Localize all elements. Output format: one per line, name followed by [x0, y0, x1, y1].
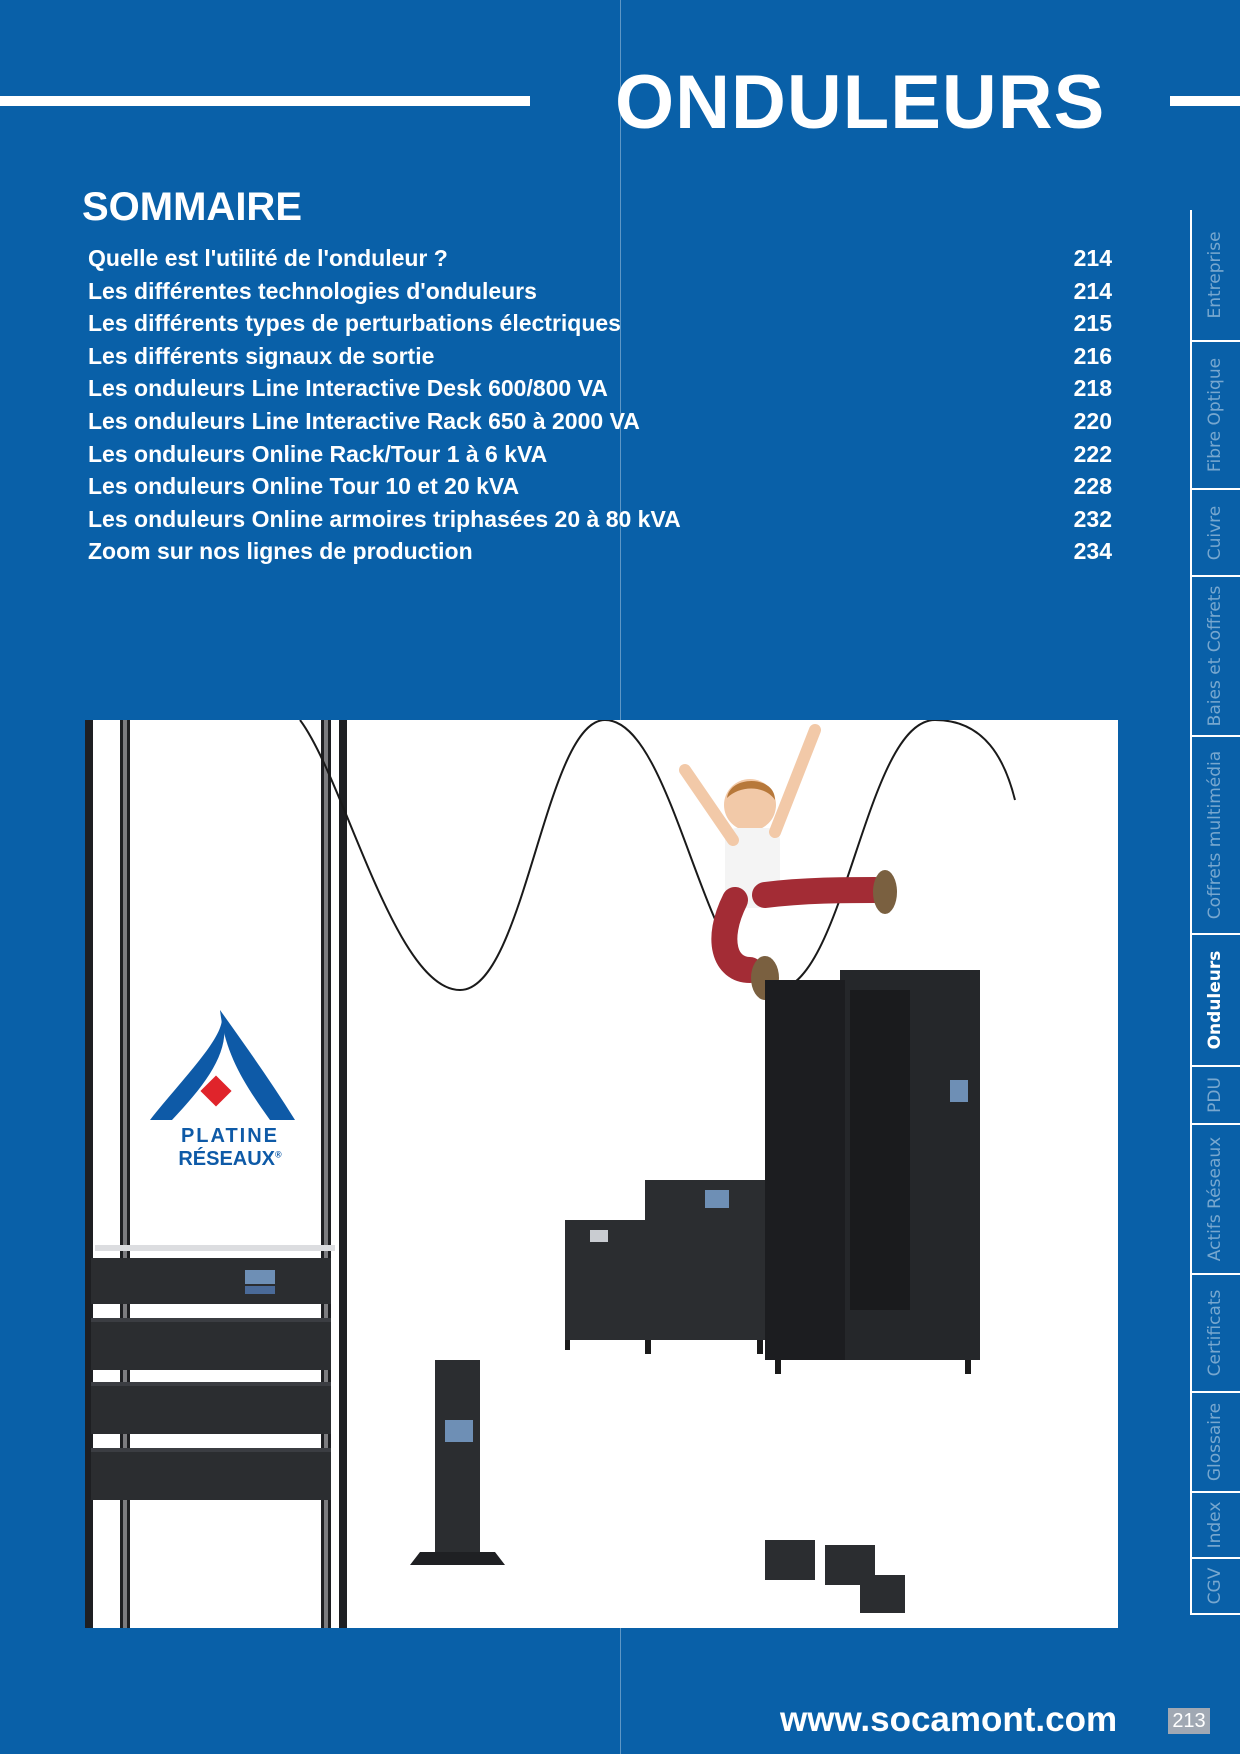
tab-label: Entreprise: [1205, 231, 1225, 319]
toc-entry[interactable]: [88, 438, 1112, 471]
toc-entry[interactable]: [88, 340, 1112, 373]
tab-pdu[interactable]: [1190, 1067, 1240, 1125]
logo-registered-mark: ®: [275, 1149, 282, 1160]
toc-entry-page: 214: [1073, 245, 1112, 271]
toc-entry-label: Les onduleurs Online Rack/Tour 1 à 6 kVA: [88, 440, 548, 467]
tab-actifs-reseaux[interactable]: [1190, 1125, 1240, 1275]
toc-entry[interactable]: [88, 503, 1112, 536]
toc-entry-page: 214: [1073, 277, 1112, 304]
tab-baies-et-coffrets[interactable]: [1190, 577, 1240, 737]
toc-entry-page: 232: [1073, 505, 1112, 532]
tower-ups-medium: [645, 1180, 765, 1354]
logo-mark-icon: [150, 1010, 310, 1120]
tab-label: CGV: [1205, 1567, 1225, 1605]
tab-label: Glossaire: [1205, 1402, 1225, 1482]
tab-label: Fibre Optique: [1205, 357, 1225, 473]
cabinet-ups-large: [765, 970, 980, 1374]
toc-entry-label: Les onduleurs Online armoires triphasées 20 à 80 kVA: [88, 505, 681, 532]
title-rule-right: [1170, 96, 1240, 106]
rack-tower-ups: [410, 1360, 505, 1565]
tab-label: Actifs Réseaux: [1205, 1136, 1225, 1262]
tab-certificats[interactable]: [1190, 1275, 1240, 1393]
toc-entry-label: Les différentes technologies d'onduleurs: [88, 277, 537, 304]
toc-entry[interactable]: [88, 470, 1112, 503]
toc-entry-page: 234: [1073, 538, 1112, 565]
toc-entry-page: 218: [1073, 375, 1112, 402]
toc-entry-page: 228: [1073, 473, 1112, 500]
toc-entry[interactable]: [88, 242, 1112, 275]
toc-entry[interactable]: [88, 535, 1112, 568]
toc-entry[interactable]: [88, 405, 1112, 438]
tab-cuivre[interactable]: [1190, 490, 1240, 577]
toc-entry-label: Les onduleurs Online Tour 10 et 20 kVA: [88, 473, 520, 500]
page-number: 213: [1168, 1708, 1210, 1734]
toc-entry-page: 222: [1073, 440, 1112, 467]
sine-cable: [300, 720, 1015, 990]
page-title: ONDULEURS: [615, 60, 1106, 145]
tab-index[interactable]: [1190, 1493, 1240, 1559]
logo-line2-text: RÉSEAUX: [178, 1148, 276, 1170]
toc-entry-page: 215: [1073, 310, 1112, 337]
logo-line2: [150, 1148, 310, 1171]
tab-entreprise[interactable]: [1190, 210, 1240, 342]
toc-entry-page: 216: [1073, 342, 1112, 369]
tab-coffrets-multimedia[interactable]: [1190, 737, 1240, 935]
title-rule-left: [0, 96, 530, 106]
toc-entry[interactable]: [88, 307, 1112, 340]
tab-label: Coffrets multimédia: [1205, 750, 1225, 920]
platine-reseaux-logo: [150, 1010, 310, 1180]
tab-label: Onduleurs: [1205, 950, 1225, 1050]
tab-glossaire[interactable]: [1190, 1393, 1240, 1493]
tower-ups-small: [565, 1220, 655, 1350]
logo-line1: PLATINE: [180, 1125, 280, 1147]
toc-entry[interactable]: [88, 275, 1112, 308]
table-of-contents: [88, 242, 1112, 568]
tab-label: Index: [1205, 1501, 1225, 1549]
toc-entry-label: Les différents types de perturbations électriques: [88, 310, 621, 337]
toc-entry[interactable]: [88, 372, 1112, 405]
product-photo: [85, 720, 1118, 1628]
tab-onduleurs[interactable]: [1190, 935, 1240, 1067]
sidebar-tabs: [1190, 210, 1240, 1615]
toc-entry-label: Quelle est l'utilité de l'onduleur ?: [88, 245, 448, 271]
footer-website-link[interactable]: www.socamont.com: [780, 1700, 1118, 1739]
tab-label: Cuivre: [1205, 505, 1225, 560]
summary-heading: SOMMAIRE: [82, 185, 302, 229]
toc-entry-label: Zoom sur nos lignes de production: [88, 538, 473, 565]
toc-entry-label: Les différents signaux de sortie: [88, 342, 435, 369]
tab-label: Certificats: [1205, 1289, 1225, 1377]
tab-label: Baies et Coffrets: [1205, 585, 1225, 727]
tab-fibre-optique[interactable]: [1190, 342, 1240, 490]
tab-cgv[interactable]: [1190, 1559, 1240, 1615]
toc-entry-label: Les onduleurs Line Interactive Rack 650 à 2000 VA: [88, 407, 640, 434]
tab-label: PDU: [1205, 1077, 1225, 1113]
toc-entry-label: Les onduleurs Line Interactive Desk 600/800 VA: [88, 375, 608, 402]
toc-entry-page: 220: [1073, 407, 1112, 434]
jumping-child: [685, 730, 897, 1000]
page-fold-footer: [620, 1628, 621, 1754]
desk-ups-units: [765, 1540, 905, 1613]
